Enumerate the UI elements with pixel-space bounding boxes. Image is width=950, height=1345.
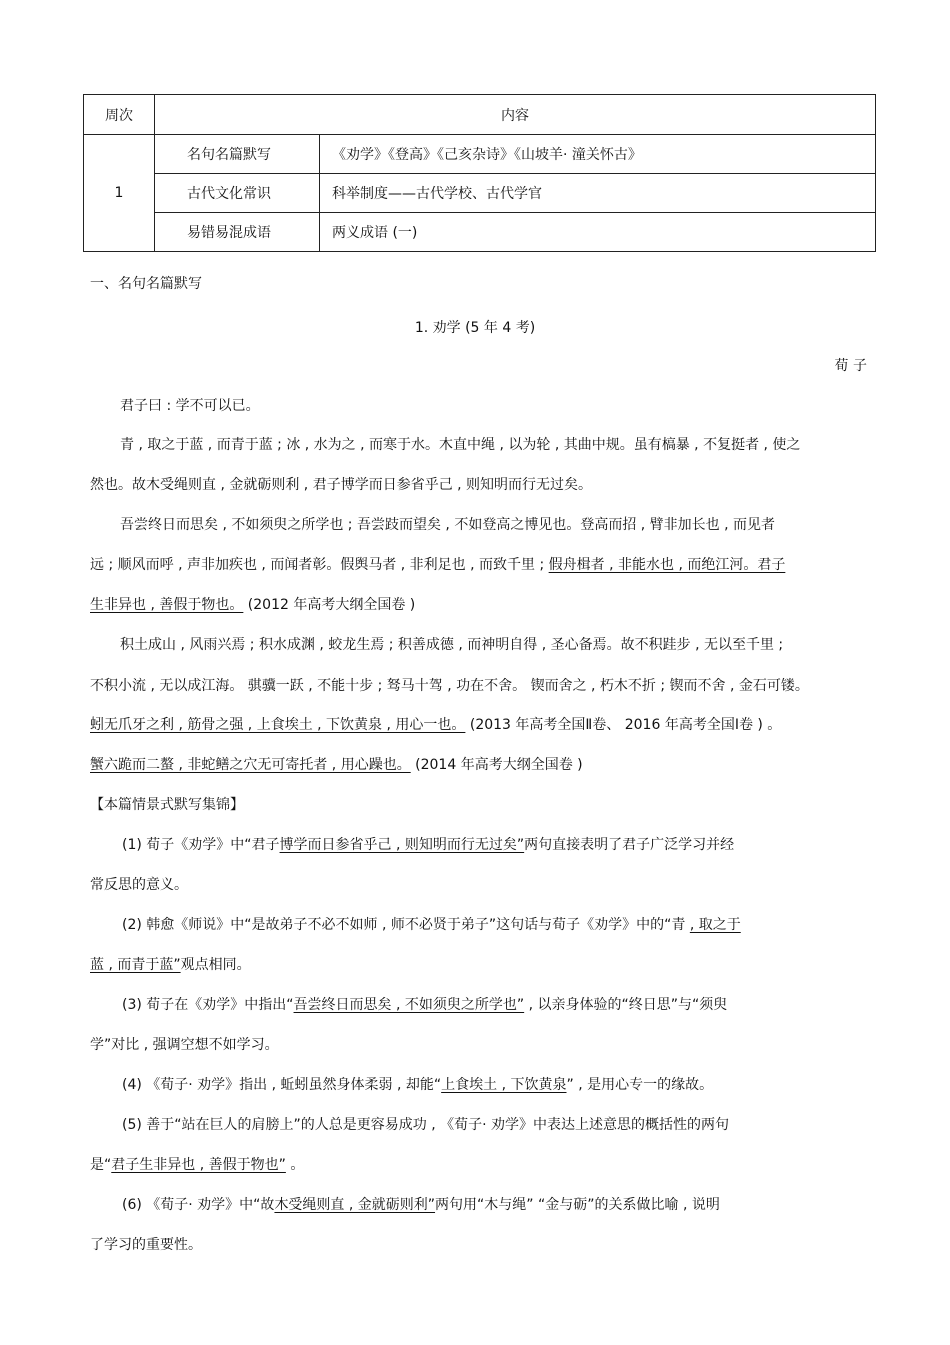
poem-paragraph-continued (90, 755, 583, 775)
answer-blank: 木受绳则直 , 金就砺则利” (274, 1197, 436, 1213)
answer-blank: 上食埃土 , 下饮黄泉 (441, 1077, 567, 1093)
header-week: 周次 (84, 95, 155, 135)
exercise-item-continued: 常反思的意义。 (90, 877, 188, 893)
exercise-item-continued: 学”对比 , 强调空想不如学习。 (90, 1037, 279, 1053)
poem-text: 远 ; 顺风而呼 , 声非加疾也 , 而闻者彰。假舆马者 , 非利足也 , 而致千里 ; (90, 557, 549, 573)
exercise-text: (4) 《荀子· 劝学》指出 , 蚯蚓虽然身体柔弱 , 却能“ (122, 1077, 442, 1093)
exercise-section-title: 【本篇情景式默写集锦】 (90, 797, 244, 813)
exam-note: (2014 年高考大纲全国卷 ) (410, 757, 583, 773)
row-content: 两义成语 (一) (320, 213, 876, 252)
exercise-item (122, 1195, 720, 1215)
exam-note: (2013 年高考全国Ⅱ卷、 2016 年高考全国Ⅰ卷 ) 。 (465, 717, 782, 733)
row-category: 易错易混成语 (155, 213, 320, 252)
row-content: 《劝学》《登高》《己亥杂诗》《山坡羊· 潼关怀古》 (320, 135, 876, 174)
exercise-item (122, 915, 741, 935)
exercise-text: (1) 荀子《劝学》中“君子 (122, 837, 280, 853)
row-content: 科举制度——古代学校、古代学官 (320, 174, 876, 213)
exercise-item (122, 835, 734, 855)
answer-blank: 博学而日参省乎己 , 则知明而行无过矣” (279, 837, 525, 853)
poem-paragraph: 君子曰 : 学不可以已。 (120, 398, 260, 414)
table-row (84, 135, 876, 174)
exercise-text: (2) 韩愈《师说》中“是故弟子不必不如师 , 师不必贤于弟子”这句话与荀子《劝学》中的“青 (122, 917, 690, 933)
key-sentence: 蚓无爪牙之利 , 筋骨之强 , 上食埃土 , 下饮黄泉 , 用心一也。 (90, 717, 466, 733)
exercise-text: (3) 荀子在《劝学》中指出“ (122, 997, 294, 1013)
poem-author: 荀 子 (834, 358, 867, 374)
poem-paragraph-continued: 然也。故木受绳则直 , 金就砺则利 , 君子博学而日参省乎己 , 则知明而行无过矣。 (90, 477, 593, 493)
exercise-text: ” , 是用心专一的缘故。 (566, 1077, 714, 1093)
answer-blank: 吾尝终日而思矣 , 不如须臾之所学也” (293, 997, 525, 1013)
exercise-text: 。 (285, 1157, 305, 1173)
exercise-item: (5) 善于“站在巨人的肩膀上”的人总是更容易成功 , 《荀子· 劝学》中表达上述意思的概括性的两句 (122, 1117, 730, 1133)
exercise-item (122, 1075, 713, 1095)
poem-paragraph: 青 , 取之于蓝 , 而青于蓝 ; 冰 , 水为之 , 而寒于水。木直中绳 , 以为轮 , 其曲中规。虽有槁暴 , 不复挺者 , 使之 (120, 437, 801, 453)
exercise-item-continued (90, 1155, 304, 1175)
exercise-text: 观点相同。 (180, 957, 251, 973)
schedule-table (83, 94, 876, 252)
table-row (84, 174, 876, 213)
exercise-item (122, 995, 727, 1015)
section-title: 一、名句名篇默写 (90, 276, 202, 292)
exercise-text: , 以亲身体验的“终日思”与“须臾 (524, 997, 728, 1013)
key-sentence: 蟹六跪而二螯 , 非蛇鳝之穴无可寄托者 , 用心躁也。 (90, 757, 411, 773)
poem-paragraph-continued: 不积小流 , 无以成江海。 骐骥一跃 , 不能十步 ; 驽马十驾 , 功在不舍。 锲而舍之 , 朽木不折 ; 锲而不舍 , 金石可镂。 (90, 678, 809, 694)
poem-paragraph: 积土成山 , 风雨兴焉 ; 积水成渊 , 蛟龙生焉 ; 积善成德 , 而神明自得 , 圣心备焉。故不积跬步 , 无以至千里 ; (120, 637, 784, 653)
poem-paragraph-continued (90, 595, 415, 615)
row-category: 古代文化常识 (155, 174, 320, 213)
exercise-text: 两句用“木与绳” “金与砺”的关系做比喻 , 说明 (435, 1197, 720, 1213)
row-category: 名句名篇默写 (155, 135, 320, 174)
poem-paragraph-continued (90, 555, 785, 575)
exercise-text: (6) 《荀子· 劝学》中“故 (122, 1197, 275, 1213)
answer-blank: 蓝 , 而青于蓝” (90, 957, 181, 973)
exam-note: (2012 年高考大纲全国卷 ) (243, 597, 416, 613)
table-header-row (84, 95, 876, 135)
poem-paragraph: 吾尝终日而思矣 , 不如须臾之所学也 ; 吾尝跂而望矣 , 不如登高之博见也。登高而招 , 臂非加长也 , 而见者 (120, 517, 776, 533)
answer-blank: 君子生非异也 , 善假于物也” (111, 1157, 286, 1173)
poem-title: 1. 劝学 (5 年 4 考) (414, 320, 536, 336)
exercise-item-continued: 了学习的重要性。 (90, 1237, 202, 1253)
exercise-item-continued (90, 955, 251, 975)
poem-paragraph-continued (90, 715, 781, 735)
key-sentence: 假舟楫者 , 非能水也 , 而绝江河。君子 (548, 557, 786, 573)
week-number: 1 (84, 135, 155, 252)
exercise-text: 是“ (90, 1157, 112, 1173)
header-content: 内容 (155, 95, 876, 135)
answer-blank: , 取之于 (689, 917, 741, 933)
exercise-text: 两句直接表明了君子广泛学习并经 (524, 837, 735, 853)
key-sentence: 生非异也 , 善假于物也。 (90, 597, 244, 613)
table-row (84, 213, 876, 252)
